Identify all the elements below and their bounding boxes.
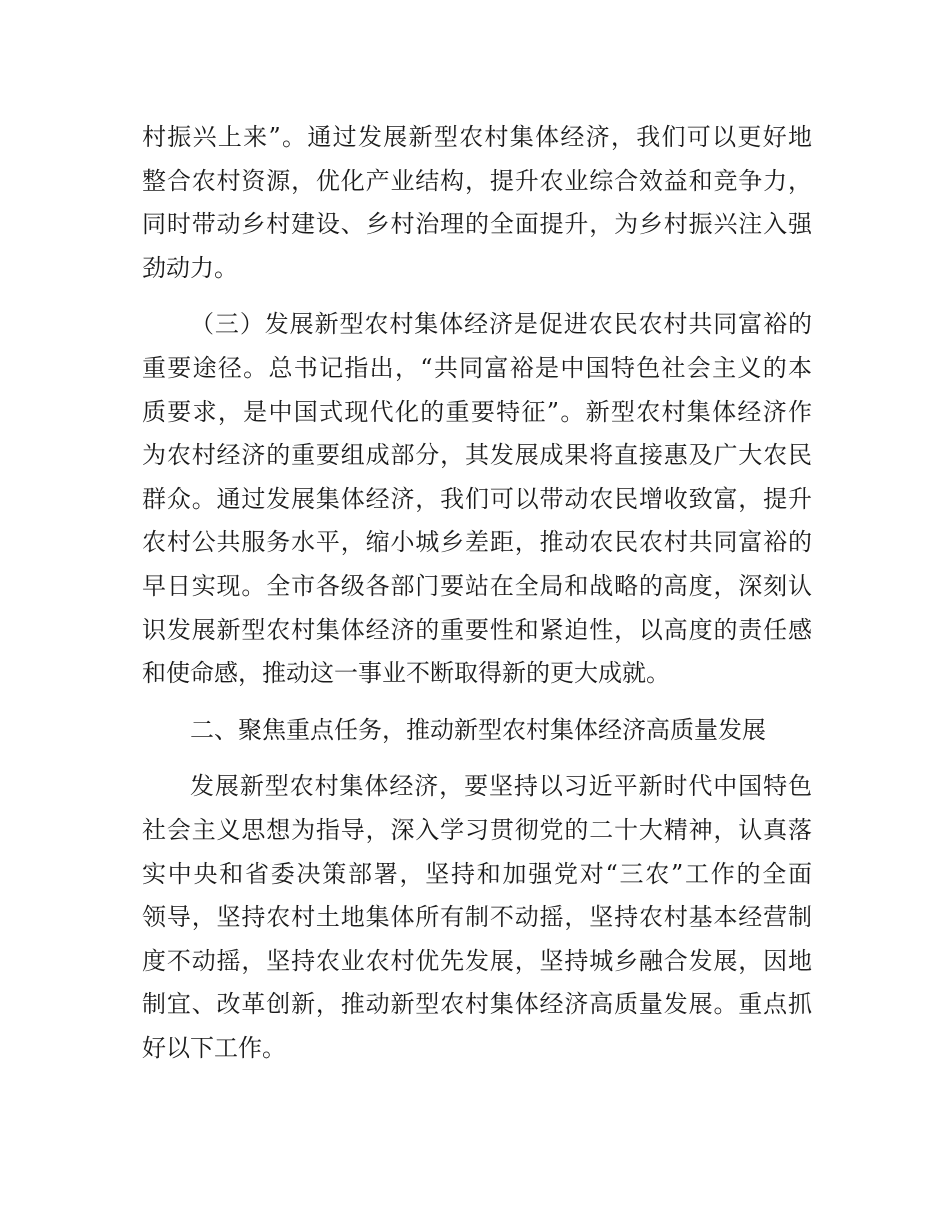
text-line: 度不动摇，坚持农业农村优先发展，坚持城乡融合发展，因地 xyxy=(142,946,812,975)
text-line: （三）发展新型农村集体经济是促进农民农村共同富裕的 xyxy=(190,310,812,339)
text-line: 群众。通过发展集体经济，我们可以带动农民增收致富，提升 xyxy=(142,484,812,513)
document-body xyxy=(142,116,812,1083)
text-line: 识发展新型农村集体经济的重要性和紧迫性，以高度的责任感 xyxy=(142,615,812,644)
paragraph-continuation xyxy=(142,116,812,290)
section-heading xyxy=(142,709,812,753)
text-line: 同时带动乡村建设、乡村治理的全面提升，为乡村振兴注入强 xyxy=(142,210,812,239)
text-line: 社会主义思想为指导，深入学习贯彻党的二十大精神，认真落 xyxy=(142,815,812,844)
text-line: 农村公共服务水平，缩小城乡差距，推动农民农村共同富裕的 xyxy=(142,528,812,557)
paragraph-section-two-body xyxy=(142,765,812,1070)
text-line: 整合农村资源，优化产业结构，提升农业综合效益和竞争力， xyxy=(142,166,812,195)
text-line: 劲动力。 xyxy=(142,253,238,282)
text-line: 制宜、改革创新，推动新型农村集体经济高质量发展。重点抓 xyxy=(142,990,812,1019)
text-line: 领导，坚持农村土地集体所有制不动摇，坚持农村基本经营制 xyxy=(142,903,812,932)
text-line: 重要途径。总书记指出，“共同富裕是中国特色社会主义的本 xyxy=(142,353,812,382)
text-line: 质要求，是中国式现代化的重要特征”。新型农村集体经济作 xyxy=(142,397,812,426)
heading-text: 二、聚焦重点任务，推动新型农村集体经济高质量发展 xyxy=(190,715,766,744)
text-line: 实中央和省委决策部署，坚持和加强党对“三农”工作的全面 xyxy=(142,859,812,888)
text-line: 早日实现。全市各级各部门要站在全局和战略的高度，深刻认 xyxy=(142,571,812,600)
text-line: 好以下工作。 xyxy=(142,1033,286,1062)
text-line: 村振兴上来”。通过发展新型农村集体经济，我们可以更好地 xyxy=(142,123,812,151)
text-line: 和使命感，推动这一事业不断取得新的更大成就。 xyxy=(142,659,670,688)
text-line: 发展新型农村集体经济，要坚持以习近平新时代中国特色 xyxy=(190,772,812,801)
paragraph-section-three xyxy=(142,303,812,695)
text-line: 为农村经济的重要组成部分，其发展成果将直接惠及广大农民 xyxy=(142,441,812,470)
